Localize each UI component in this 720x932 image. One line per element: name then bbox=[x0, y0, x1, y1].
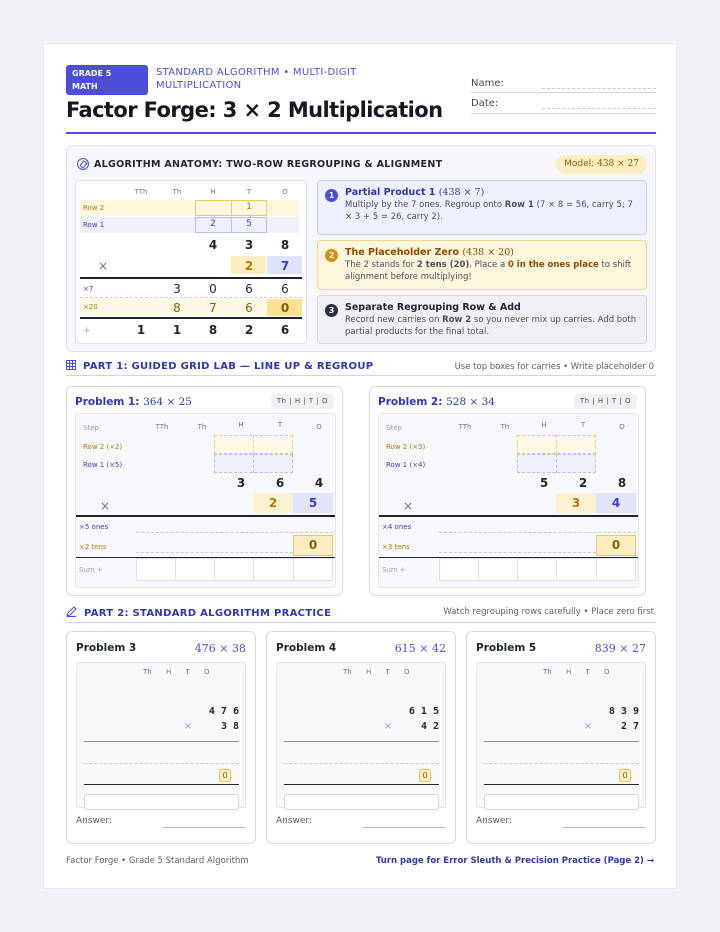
multiplier-ones-digit: 4 bbox=[611, 496, 621, 510]
multiplier-tens-digit: 2 bbox=[244, 259, 254, 273]
problem-card-1 bbox=[66, 386, 343, 596]
row1-label: Row 1 (×4) bbox=[386, 461, 426, 469]
row2-box-divider bbox=[253, 435, 254, 454]
multiplier-tens-digit: 3 bbox=[571, 496, 581, 510]
sum-boxes[interactable] bbox=[439, 558, 636, 581]
col-header-o: O bbox=[282, 188, 288, 196]
multiplier-ones-digit: 7 bbox=[280, 259, 290, 273]
multiplier-ones-digit: 5 bbox=[308, 496, 318, 510]
multiplier: 2 7 bbox=[620, 721, 639, 732]
multiplicand-digit: 2 bbox=[578, 476, 588, 490]
step-number: 2 bbox=[325, 249, 338, 262]
work-area bbox=[76, 662, 246, 808]
times-sign: × bbox=[384, 721, 393, 732]
step-title: Separate Regrouping Row & Add bbox=[345, 302, 521, 313]
model-expression: 438 × 27 bbox=[597, 159, 639, 169]
algorithm-anatomy-panel bbox=[66, 145, 656, 352]
answer-line[interactable] bbox=[163, 827, 245, 828]
row2-box-divider bbox=[556, 435, 557, 454]
ones-row-label: ×5 ones bbox=[79, 523, 109, 531]
sum-digit: 8 bbox=[208, 323, 218, 337]
column-headers: Th H T O bbox=[343, 668, 410, 676]
column-headers: Th H T O bbox=[543, 668, 610, 676]
times-sign: × bbox=[184, 721, 193, 732]
answer-box[interactable] bbox=[84, 794, 239, 810]
name-field[interactable] bbox=[542, 88, 656, 89]
model-badge bbox=[556, 155, 647, 174]
part1-title: PART 1: GUIDED GRID LAB — LINE UP & REGROUP bbox=[66, 360, 373, 372]
problem-title: Problem 5 bbox=[476, 642, 537, 654]
grade-label: GRADE 5 bbox=[72, 69, 112, 78]
problem-expression: 476 × 38 bbox=[194, 642, 246, 655]
col-header-th: Th bbox=[197, 423, 207, 431]
part2-divider bbox=[66, 622, 656, 623]
times-sign: × bbox=[100, 499, 111, 513]
placeholder-zero: 0 bbox=[280, 301, 290, 315]
col-header-h: H bbox=[210, 188, 216, 196]
sum-label: + bbox=[83, 326, 91, 336]
row2-carry-digit: 1 bbox=[246, 202, 252, 212]
problem-expression: 615 × 42 bbox=[394, 642, 446, 655]
partial-line[interactable] bbox=[484, 763, 639, 764]
col-header-t: T bbox=[246, 188, 252, 196]
ones-row-line[interactable] bbox=[136, 532, 333, 533]
pp2-digit: 6 bbox=[245, 301, 253, 315]
col-header-t: T bbox=[277, 421, 283, 429]
col-header-o: O bbox=[619, 423, 625, 431]
date-label: Date: bbox=[471, 98, 499, 109]
col-header-tth: TTh bbox=[155, 423, 169, 431]
row1-box-divider bbox=[253, 454, 254, 473]
sum-box-divider bbox=[214, 558, 215, 581]
sum-label: Sum + bbox=[79, 566, 103, 574]
part2-title: PART 2: STANDARD ALGORITHM PRACTICE bbox=[66, 606, 331, 619]
ones-row-label: ×4 ones bbox=[382, 523, 412, 531]
sum-box-divider bbox=[478, 558, 479, 581]
col-header-th: Th bbox=[172, 188, 182, 196]
step-text: Record new carries on Row 2 so you never mix up carries. Add both partial products for the final total. bbox=[345, 315, 637, 337]
times-sign: × bbox=[403, 499, 414, 513]
problem-card-2 bbox=[369, 386, 646, 596]
sum-digit: 1 bbox=[136, 323, 146, 337]
step-card-1 bbox=[317, 180, 647, 235]
work-area bbox=[276, 662, 446, 808]
practice-card-5 bbox=[466, 631, 656, 844]
step-card-2 bbox=[317, 240, 647, 290]
sum-box-divider bbox=[253, 558, 254, 581]
ones-row-line[interactable] bbox=[439, 532, 636, 533]
work-area bbox=[476, 662, 646, 808]
sum-rule bbox=[84, 784, 239, 785]
pp-divider bbox=[80, 297, 302, 298]
product-rule bbox=[76, 515, 335, 517]
pp1-digit: 0 bbox=[209, 282, 217, 296]
tens-row-line[interactable] bbox=[136, 552, 293, 553]
col-header-th: Th bbox=[500, 423, 510, 431]
date-underline bbox=[471, 113, 656, 114]
sum-label: Sum + bbox=[382, 566, 406, 574]
multiplicand: 8 3 9 bbox=[608, 706, 639, 717]
tens-row-label: ×2 tens bbox=[79, 543, 107, 551]
product-rule bbox=[484, 741, 639, 742]
anatomy-title: ALGORITHM ANATOMY: TWO-ROW REGROUPING & ALIGNMENT bbox=[94, 159, 443, 170]
pp1-digit: 6 bbox=[281, 282, 289, 296]
row2-label: Row 2 bbox=[83, 204, 105, 212]
practice-card-4 bbox=[266, 631, 456, 844]
multiplicand-digit: 3 bbox=[244, 238, 254, 252]
answer-line[interactable] bbox=[363, 827, 445, 828]
product-rule bbox=[284, 741, 439, 742]
pp1-digit: 3 bbox=[173, 282, 181, 296]
multiplier: 3 8 bbox=[220, 721, 239, 732]
product-rule bbox=[84, 741, 239, 742]
sum-box-divider bbox=[556, 558, 557, 581]
pp2-label: ×20 bbox=[83, 303, 98, 311]
row1-label: Row 1 bbox=[83, 221, 105, 229]
col-header-t: T bbox=[580, 421, 586, 429]
part1-divider bbox=[66, 375, 656, 376]
header-divider bbox=[66, 132, 656, 134]
sum-digit: 6 bbox=[280, 323, 290, 337]
row2-label: Row 2 (×2) bbox=[83, 443, 123, 451]
grade-badge bbox=[66, 65, 148, 95]
multiplier-tens-digit: 2 bbox=[268, 496, 278, 510]
sum-box-divider bbox=[293, 558, 294, 581]
guided-grid bbox=[378, 413, 639, 588]
partial-line[interactable] bbox=[284, 763, 439, 764]
times-sign: × bbox=[584, 721, 593, 732]
multiplicand-digit: 8 bbox=[617, 476, 627, 490]
row1-label: Row 1 (×5) bbox=[83, 461, 123, 469]
sum-rule bbox=[284, 784, 439, 785]
topic-line-2: MULTIPLICATION bbox=[156, 80, 242, 91]
answer-box[interactable] bbox=[284, 794, 439, 810]
tens-row-line[interactable] bbox=[439, 552, 596, 553]
multiplicand-digit: 8 bbox=[280, 238, 290, 252]
multiplicand-digit: 5 bbox=[539, 476, 549, 490]
answer-label: Answer: bbox=[276, 816, 313, 826]
multiplicand-digit: 4 bbox=[208, 238, 218, 252]
sum-rule bbox=[80, 317, 302, 319]
multiplicand: 4 7 6 bbox=[208, 706, 239, 717]
step-text: The 2 stands for 2 tens (20). Place a 0 in the ones place to shift alignment before multiplying! bbox=[345, 260, 632, 282]
answer-line[interactable] bbox=[563, 827, 645, 828]
placeholder-zero: 0 bbox=[219, 769, 231, 782]
date-field[interactable] bbox=[542, 108, 656, 109]
row1-box-divider bbox=[556, 454, 557, 473]
step-col-label: Step bbox=[83, 424, 99, 432]
partial-line[interactable] bbox=[84, 763, 239, 764]
anatomy-grid bbox=[75, 180, 307, 344]
row1-carry-digit: 5 bbox=[246, 219, 252, 229]
pp2-digit: 7 bbox=[209, 301, 217, 315]
next-page-link[interactable]: Turn page for Error Sleuth & Precision Practice (Page 2) → bbox=[375, 856, 654, 866]
answer-label: Answer: bbox=[76, 816, 113, 826]
page-title: Factor Forge: 3 × 2 Multiplication bbox=[66, 98, 443, 122]
answer-box[interactable] bbox=[484, 794, 639, 810]
problem-expression: 839 × 27 bbox=[594, 642, 646, 655]
sum-digit: 1 bbox=[172, 323, 182, 337]
placeholder-zero: 0 bbox=[419, 769, 431, 782]
model-label: Model: bbox=[564, 159, 595, 169]
multiplicand-digit: 4 bbox=[314, 476, 324, 490]
sum-box-divider bbox=[517, 558, 518, 581]
row1-carry-digit: 2 bbox=[210, 219, 216, 229]
col-header-h: H bbox=[541, 421, 547, 429]
tens-row-label: ×3 tens bbox=[382, 543, 410, 551]
grid-icon bbox=[66, 360, 76, 370]
col-header-tth: TTh bbox=[134, 188, 148, 196]
answer-label: Answer: bbox=[476, 816, 513, 826]
problem-title: Problem 3 bbox=[76, 642, 137, 654]
product-rule bbox=[80, 277, 302, 279]
col-header-h: H bbox=[238, 421, 244, 429]
practice-card-3 bbox=[66, 631, 256, 844]
place-value-legend: Th | H | T | O bbox=[271, 394, 334, 409]
topic-line-1: STANDARD ALGORITHM • MULTI-DIGIT bbox=[156, 67, 357, 78]
placeholder-zero: 0 bbox=[308, 538, 318, 552]
problem-title: Problem 4 bbox=[276, 642, 337, 654]
problem-title: Problem 1: 364 × 25 bbox=[75, 396, 192, 408]
multiplier: 4 2 bbox=[420, 721, 439, 732]
col-header-tth: TTh bbox=[458, 423, 472, 431]
step-number: 1 bbox=[325, 189, 338, 202]
multiplicand: 6 1 5 bbox=[408, 706, 439, 717]
part2-hint: Watch regrouping rows carefully • Place zero first bbox=[443, 607, 654, 617]
sum-box-divider bbox=[175, 558, 176, 581]
multiplicand-digit: 3 bbox=[236, 476, 246, 490]
placeholder-zero: 0 bbox=[611, 538, 621, 552]
part1-hint: Use top boxes for carries • Write placeholder 0 bbox=[454, 362, 654, 372]
name-underline bbox=[471, 92, 656, 93]
sum-boxes[interactable] bbox=[136, 558, 333, 581]
name-label: Name: bbox=[471, 78, 504, 89]
step-title: Partial Product 1 (438 × 7) bbox=[345, 187, 485, 198]
pp2-digit: 8 bbox=[173, 301, 181, 315]
times-sign: × bbox=[98, 259, 109, 273]
compass-icon bbox=[77, 158, 89, 170]
pencil-icon bbox=[66, 606, 77, 617]
place-value-legend: Th | H | T | O bbox=[574, 394, 637, 409]
placeholder-zero: 0 bbox=[619, 769, 631, 782]
topic-label bbox=[156, 66, 396, 92]
problem-title: Problem 2: 528 × 34 bbox=[378, 396, 495, 408]
row2-label: Row 2 (×3) bbox=[386, 443, 426, 451]
multiplicand-digit: 6 bbox=[275, 476, 285, 490]
col-header-o: O bbox=[316, 423, 322, 431]
product-rule bbox=[379, 515, 638, 517]
pp1-label: ×7 bbox=[83, 285, 94, 293]
step-number: 3 bbox=[325, 304, 338, 317]
step-text: Multiply by the 7 ones. Regroup onto Row 1 (7 × 8 = 56, carry 5; 7 × 3 + 5 = 26, carry 2). bbox=[345, 200, 633, 222]
sum-rule bbox=[484, 784, 639, 785]
worksheet-page bbox=[43, 43, 677, 889]
subject-label: MATH bbox=[72, 82, 98, 91]
pp1-digit: 6 bbox=[245, 282, 253, 296]
step-card-3 bbox=[317, 295, 647, 344]
step-title: The Placeholder Zero (438 × 20) bbox=[345, 247, 514, 258]
guided-grid bbox=[75, 413, 336, 588]
step-col-label: Step bbox=[386, 424, 402, 432]
column-headers: Th H T O bbox=[143, 668, 210, 676]
sum-digit: 2 bbox=[244, 323, 254, 337]
footer-credit: Factor Forge • Grade 5 Standard Algorithm bbox=[66, 856, 249, 866]
sum-box-divider bbox=[596, 558, 597, 581]
